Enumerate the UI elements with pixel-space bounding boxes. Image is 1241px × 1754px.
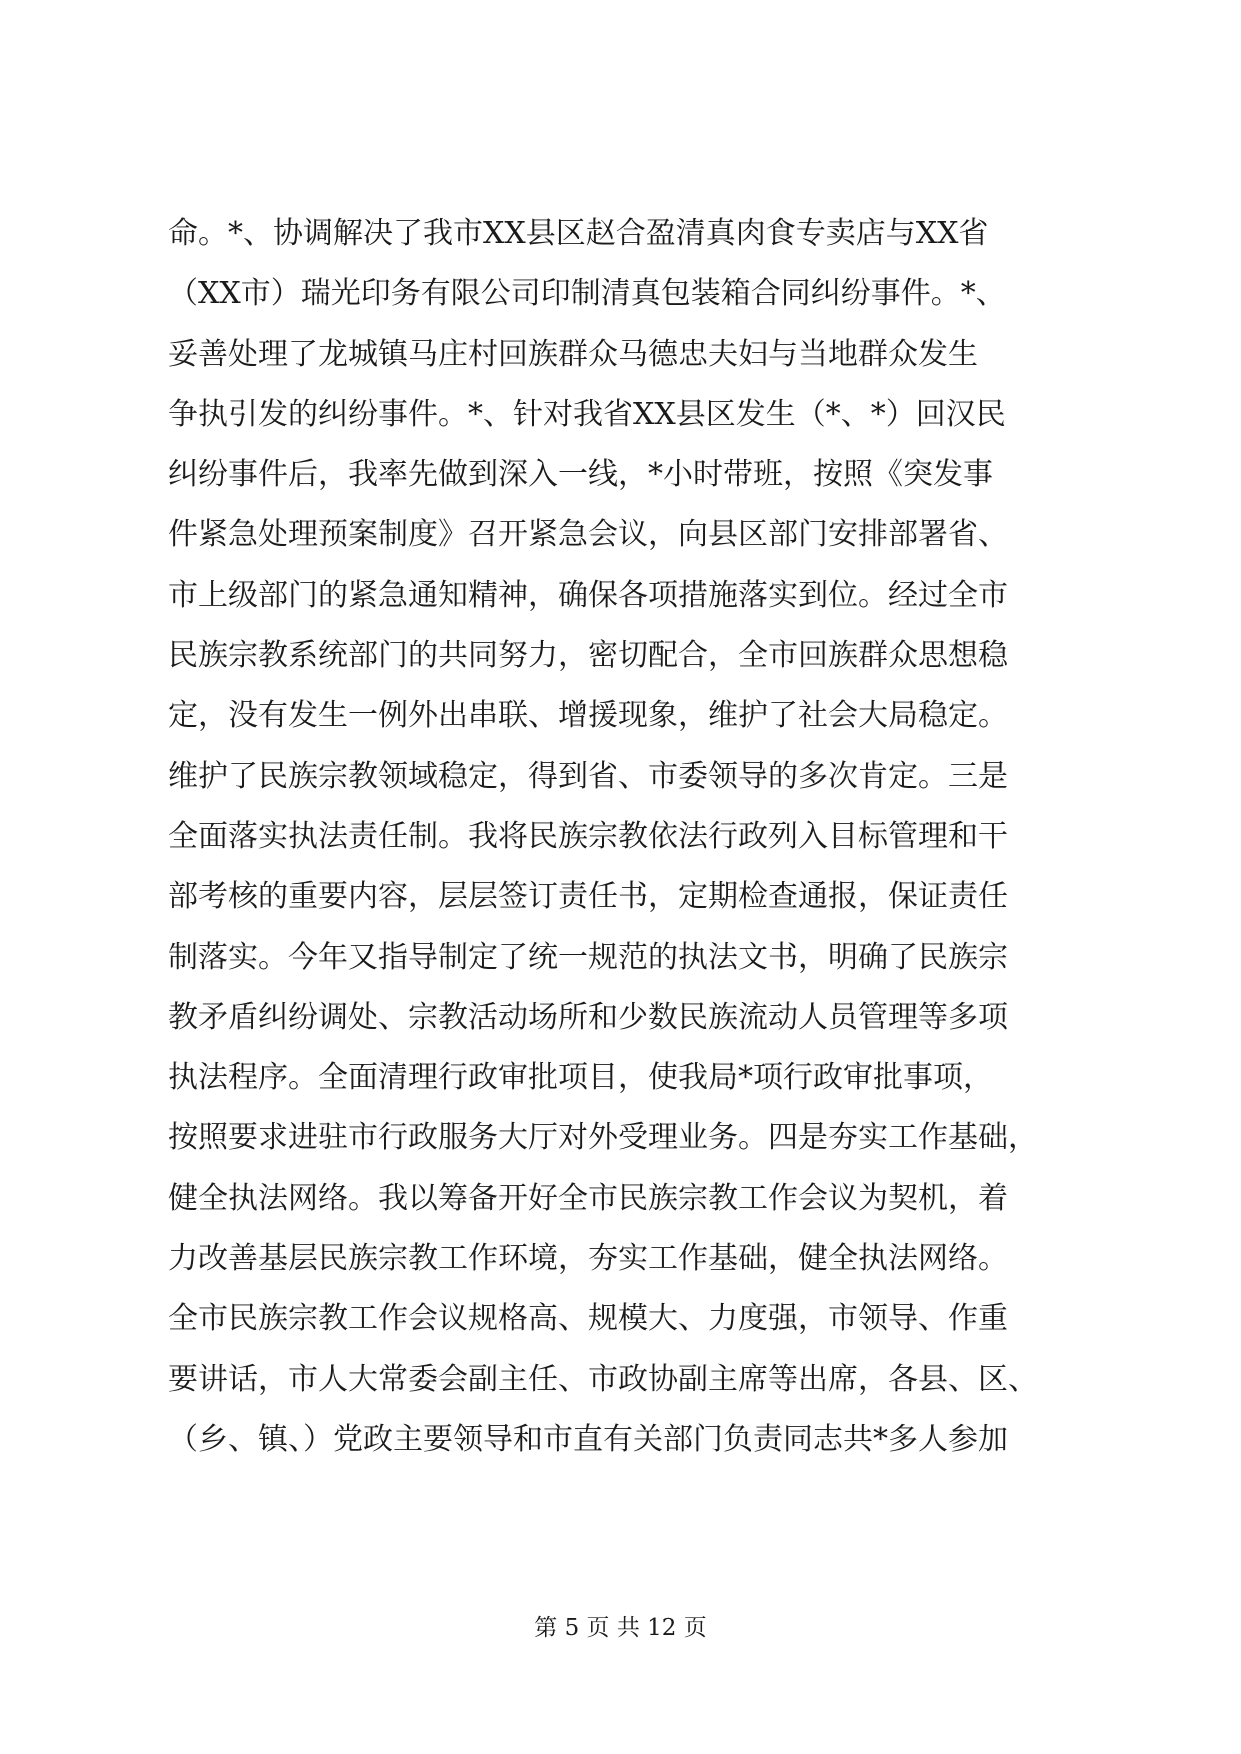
text-line: 教矛盾纠纷调处、宗教活动场所和少数民族流动人员管理等多项	[168, 999, 1008, 1035]
text-line: 部考核的重要内容，层层签订责任书，定期检查通报，保证责任	[168, 879, 1008, 915]
text-line: 定，没有发生一例外出串联、增援现象，维护了社会大局稳定。	[168, 698, 1008, 734]
text-line: 市上级部门的紧急通知精神，确保各项措施落实到位。经过全市	[168, 577, 1008, 613]
text-line: 力改善基层民族宗教工作环境，夯实工作基础，健全执法网络。	[168, 1241, 1008, 1277]
text-line: 民族宗教系统部门的共同努力，密切配合，全市回族群众思想稳	[168, 638, 1008, 674]
text-line: 维护了民族宗教领域稳定，得到省、市委领导的多次肯定。三是	[168, 758, 1008, 794]
text-line: 健全执法网络。我以筹备开好全市民族宗教工作会议为契机，着	[168, 1180, 1008, 1216]
text-line: 全市民族宗教工作会议规格高、规模大、力度强，市领导、作重	[168, 1301, 1008, 1337]
text-line: 件紧急处理预案制度》召开紧急会议，向县区部门安排部署省、	[168, 517, 1008, 553]
text-line: 按照要求进驻市行政服务大厅对外受理业务。四是夯实工作基础，	[168, 1120, 1038, 1156]
text-line: （XX市）瑞光印务有限公司印制清真包装箱合同纠纷事件。*、	[168, 276, 1006, 312]
text-line: 争执引发的纠纷事件。*、针对我省XX县区发生（*、*）回汉民	[168, 396, 1006, 432]
text-line: 全面落实执法责任制。我将民族宗教依法行政列入目标管理和干	[168, 818, 1008, 854]
body-text	[168, 204, 1080, 1470]
text-line: 要讲话，市人大常委会副主任、市政协副主席等出席，各县、区、	[168, 1361, 1038, 1397]
text-line: 妥善处理了龙城镇马庄村回族群众马德忠夫妇与当地群众发生	[168, 336, 978, 372]
text-line: 执法程序。全面清理行政审批项目，使我局*项行政审批事项，	[168, 1060, 993, 1096]
text-line: 制落实。今年又指导制定了统一规范的执法文书，明确了民族宗	[168, 939, 1008, 975]
text-line: 命。*、协调解决了我市XX县区赵合盈清真肉食专卖店与XX省	[168, 216, 989, 251]
text-line: 纠纷事件后，我率先做到深入一线，*小时带班，按照《突发事	[168, 457, 993, 493]
text-line: （乡、镇、）党政主要领导和市直有关部门负责同志共*多人参加	[168, 1421, 1008, 1457]
page-number-footer: 第 5 页 共 12 页	[534, 1615, 707, 1641]
